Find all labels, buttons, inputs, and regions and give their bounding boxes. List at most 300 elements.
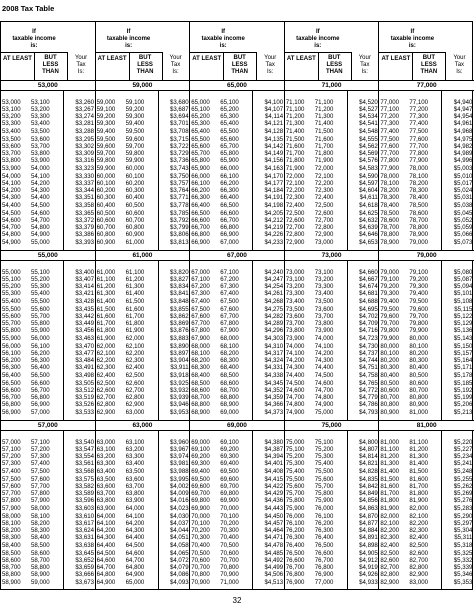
at-least-value: 81,500 [380, 476, 400, 483]
table-row [379, 283, 474, 290]
at-least-value: 53,400 [2, 127, 21, 135]
table-column [379, 22, 474, 589]
tax-value: $4,681 [359, 290, 378, 298]
tax-value: $4,198 [264, 201, 284, 209]
table-row [285, 527, 379, 534]
but-less-than-value: 56,800 [31, 394, 50, 402]
income-block-label: 53,000 [1, 81, 95, 91]
tax-value: $3,820 [169, 269, 189, 276]
at-least-value: 65,700 [191, 150, 210, 158]
table-row [1, 306, 95, 313]
tax-value: $4,835 [359, 476, 378, 483]
at-least-value: 59,500 [96, 136, 116, 143]
table-row [190, 380, 284, 387]
tax-value: $3,463 [75, 334, 94, 342]
tax-value: $4,345 [264, 380, 284, 387]
table-row [1, 210, 95, 217]
at-least-value: 67,700 [191, 320, 210, 328]
but-less-than-value: 72,100 [314, 173, 334, 180]
but-less-than-value: 72,600 [314, 210, 334, 217]
table-row [190, 460, 284, 467]
at-least-value: 64,200 [96, 527, 116, 535]
at-least-value: 70,200 [191, 527, 210, 535]
but-less-than-value: 77,600 [409, 136, 429, 143]
at-least-value: 76,100 [285, 520, 305, 528]
but-less-than-value: 73,500 [314, 297, 334, 305]
table-row [379, 446, 474, 453]
but-less-than-value: 62,000 [125, 334, 145, 342]
tax-value: $4,072 [169, 557, 189, 565]
at-least-value: 78,500 [380, 210, 400, 217]
at-least-value: 72,400 [285, 201, 305, 209]
tax-value: $3,449 [75, 320, 94, 328]
at-least-value: 82,200 [380, 527, 400, 535]
at-least-value: 64,800 [96, 571, 116, 579]
at-least-value: 71,100 [285, 106, 305, 114]
at-least-value: 81,800 [380, 497, 400, 505]
but-less-than-value: 74,000 [314, 334, 334, 342]
page-title: 2008 Tax Table [2, 4, 55, 13]
table-row [285, 120, 379, 127]
tax-value: $4,625 [359, 210, 378, 217]
table-row [285, 387, 379, 394]
but-less-than-value: 61,100 [125, 269, 145, 276]
at-least-value: 58,400 [2, 541, 21, 549]
but-less-than-value: 57,900 [31, 497, 50, 505]
tax-value: $5,171 [453, 364, 473, 372]
tax-value: $4,555 [359, 136, 378, 143]
but-less-than-value: 66,900 [220, 231, 239, 239]
tax-value: $3,827 [169, 276, 189, 284]
at-least-value: 73,200 [285, 283, 305, 291]
but-less-than-value: 63,200 [125, 446, 145, 454]
tax-value: $3,736 [169, 157, 189, 165]
at-least-value: 57,200 [2, 453, 21, 461]
table-row [1, 439, 95, 446]
at-least-value: 75,500 [285, 476, 305, 483]
income-block-rows [285, 99, 379, 246]
but-less-than-value: 57,600 [31, 476, 50, 483]
table-row [190, 520, 284, 527]
but-less-than-value: 66,800 [220, 224, 239, 232]
but-less-than-value: 75,600 [314, 476, 334, 483]
table-row [379, 150, 474, 157]
table-row [379, 231, 474, 238]
tax-value: $4,674 [359, 283, 378, 291]
header-tax-is-text: Is: [172, 68, 179, 75]
but-less-than-value: 77,400 [409, 120, 429, 128]
tax-value: $3,631 [75, 534, 94, 542]
tax-value: $4,359 [264, 394, 284, 402]
at-least-value: 60,700 [96, 224, 116, 232]
but-less-than-value: 64,500 [125, 541, 145, 549]
table-row [190, 187, 284, 194]
at-least-value: 56,000 [2, 343, 21, 350]
but-less-than-value: 55,400 [31, 290, 50, 298]
tax-value: $4,702 [359, 313, 378, 321]
table-row [96, 283, 190, 290]
tax-value: $3,547 [75, 446, 94, 454]
at-least-value: 66,500 [191, 210, 210, 217]
but-less-than-value: 67,500 [220, 297, 239, 305]
at-least-value: 64,900 [96, 578, 116, 586]
at-least-value: 56,600 [2, 387, 21, 395]
table-row [285, 320, 379, 327]
tax-value: $3,813 [169, 238, 189, 246]
table-row [96, 460, 190, 467]
but-less-than-value: 82,000 [409, 504, 429, 512]
table-row [379, 217, 474, 224]
table-row [190, 505, 284, 512]
tax-value: $5,325 [453, 550, 473, 557]
but-less-than-value: 81,200 [409, 446, 429, 454]
table-row [190, 136, 284, 143]
but-less-than-value: 65,700 [220, 143, 239, 151]
at-least-value: 58,800 [2, 571, 21, 579]
income-block-rows [96, 269, 190, 416]
but-less-than-value: 68,900 [220, 401, 239, 409]
at-least-header: AT LEAST [381, 56, 411, 62]
at-least-value: 73,400 [285, 297, 305, 305]
tax-value: $4,814 [359, 453, 378, 461]
tax-value: $3,624 [75, 527, 94, 535]
table-row [285, 143, 379, 150]
but-less-than-value: 54,000 [31, 164, 50, 172]
at-least-value: 79,100 [380, 276, 400, 284]
table-row [190, 483, 284, 490]
but-less-than-value: 56,500 [31, 371, 50, 379]
column-header [96, 22, 190, 81]
table-row [1, 320, 95, 327]
but-less-than-value: 64,600 [125, 550, 145, 557]
table-row [1, 520, 95, 527]
at-least-value: 76,600 [285, 557, 305, 565]
table-row [1, 173, 95, 180]
tax-value: $4,065 [169, 550, 189, 557]
your-tax-is-header [445, 55, 473, 75]
but-less-than-value: 81,700 [409, 483, 429, 491]
table-row [1, 505, 95, 512]
table-row [1, 542, 95, 549]
header-if-text: If [410, 29, 415, 35]
but-less-than-value: 70,600 [220, 550, 239, 557]
tax-value: $3,645 [75, 550, 94, 557]
at-least-value: 62,700 [96, 394, 116, 402]
at-least-value: 55,900 [2, 334, 21, 342]
but-less-than-value: 56,300 [31, 357, 50, 365]
at-least-value: 61,900 [96, 334, 116, 342]
tax-value: $4,891 [359, 534, 378, 542]
at-least-value: 80,300 [380, 364, 400, 372]
but-less-than-value: 65,200 [220, 106, 239, 114]
tax-value: $4,975 [453, 136, 473, 143]
header-taxable-income-text: taxable income [296, 36, 340, 42]
header-your-text: Your [169, 55, 182, 61]
at-least-value: 66,200 [191, 187, 210, 195]
at-least-value: 65,600 [191, 143, 210, 151]
at-least-value: 74,000 [285, 343, 305, 350]
tax-value: $3,596 [75, 497, 94, 505]
header-your-text: Your [264, 55, 277, 61]
tax-value: $4,716 [359, 327, 378, 335]
but-less-than-value: 72,700 [314, 217, 334, 225]
at-least-value: 75,900 [285, 504, 305, 512]
at-least-value: 63,600 [96, 483, 116, 491]
if-taxable-income-label [379, 29, 445, 50]
tax-value: $5,255 [453, 476, 473, 483]
table-row [285, 343, 379, 350]
but-less-than-value: 72,000 [314, 164, 334, 172]
at-least-value: 73,800 [285, 327, 305, 335]
tax-table [0, 21, 473, 590]
but-less-than-value: 69,000 [220, 408, 239, 416]
tax-value: $3,309 [75, 150, 94, 158]
at-least-value: 62,900 [96, 408, 116, 416]
but-less-than-value: 59,400 [125, 120, 145, 128]
but-less-than-value: 62,700 [125, 387, 145, 395]
but-less-than-value: 75,800 [314, 490, 334, 498]
tax-value: $5,115 [454, 306, 473, 313]
at-least-value: 75,100 [285, 446, 305, 454]
table-row [285, 520, 379, 527]
income-block-rows [96, 439, 190, 586]
but-less-than-value: 54,900 [31, 231, 50, 239]
tax-value: $3,603 [75, 504, 94, 512]
at-least-value: 78,300 [380, 194, 400, 202]
at-least-value: 58,700 [2, 564, 21, 572]
at-least-value: 65,000 [191, 99, 210, 106]
tax-value: $4,541 [359, 120, 378, 128]
tax-value: $4,121 [264, 120, 284, 128]
but-less-than-value: 66,500 [220, 201, 239, 209]
tax-value: $3,442 [75, 313, 94, 321]
but-less-than-value: 75,100 [314, 439, 334, 446]
tax-value: $4,968 [453, 127, 473, 135]
at-least-value: 61,300 [96, 290, 116, 298]
at-least-value: 54,400 [2, 201, 21, 209]
tax-value: $3,295 [75, 136, 94, 143]
table-row [190, 239, 284, 246]
tax-value: $5,206 [453, 401, 473, 409]
at-least-value: 59,000 [96, 99, 116, 106]
table-row [96, 557, 190, 564]
at-least-value: 55,800 [2, 327, 21, 335]
at-least-value: 78,000 [380, 173, 400, 180]
table-row [96, 290, 190, 297]
table-row [190, 439, 284, 446]
tax-value: $5,129 [453, 320, 473, 328]
but-less-than-value: 54,100 [31, 173, 50, 180]
tax-value: $4,282 [264, 313, 284, 321]
header-tax-text: Tax [265, 61, 275, 68]
tax-value: $4,590 [359, 173, 378, 180]
tax-value: $3,729 [169, 150, 189, 158]
at-least-value: 65,100 [191, 106, 210, 114]
column-header [190, 22, 284, 81]
tax-value: $4,373 [264, 408, 284, 416]
income-block-rows [1, 439, 95, 586]
at-least-value: 81,200 [380, 453, 400, 461]
tax-value: $4,926 [359, 571, 378, 579]
header-taxable-income-text: taxable income [106, 36, 151, 42]
tax-value: $4,492 [264, 557, 284, 565]
at-least-value: 77,300 [380, 120, 400, 128]
but-less-than-value: 53,200 [31, 106, 50, 114]
at-least-value: 76,900 [285, 578, 305, 586]
at-least-value: 67,000 [191, 269, 210, 276]
at-least-value: 78,600 [380, 217, 400, 225]
at-least-value: 74,800 [285, 401, 305, 409]
tax-value: $3,652 [75, 557, 94, 565]
table-row [190, 350, 284, 357]
table-row [96, 320, 190, 327]
at-least-value: 59,700 [96, 150, 116, 158]
table-row [96, 210, 190, 217]
income-block-rows [190, 269, 284, 416]
tax-value: $5,052 [453, 217, 473, 225]
but-less-than-value: 58,300 [31, 527, 50, 535]
but-less-than-value: 59,800 [125, 150, 145, 158]
at-least-value: 55,600 [2, 313, 21, 321]
tax-value: $3,365 [75, 210, 94, 217]
table-row [190, 394, 284, 401]
but-less-than-value: 60,000 [125, 164, 145, 172]
header-less-text: LESS [421, 62, 437, 68]
but-less-than-value: 66,000 [220, 164, 239, 172]
table-row [285, 157, 379, 164]
tax-value: $4,275 [264, 306, 284, 313]
but-less-than-value: 73,400 [314, 290, 334, 298]
but-less-than-value: 59,900 [125, 157, 145, 165]
table-row [190, 564, 284, 571]
table-row [1, 231, 95, 238]
tax-value: $5,087 [453, 276, 473, 284]
but-less-than-value: 59,700 [125, 143, 145, 151]
but-less-than-value: 73,900 [314, 327, 334, 335]
table-row [190, 231, 284, 238]
table-row [190, 364, 284, 371]
at-least-value: 68,400 [191, 371, 210, 379]
table-row [190, 534, 284, 541]
tax-value: $4,100 [264, 99, 284, 106]
table-row [379, 290, 474, 297]
table-row [285, 283, 379, 290]
tax-value: $3,715 [169, 136, 189, 143]
at-least-header: AT LEAST [3, 56, 32, 62]
at-least-value: 55,000 [2, 269, 21, 276]
tax-value: $4,695 [359, 306, 378, 313]
but-less-than-value: 73,300 [314, 283, 334, 291]
but-less-than-header [34, 55, 67, 76]
table-row [379, 194, 474, 201]
table-row [1, 99, 95, 106]
at-least-value: 81,400 [380, 467, 400, 475]
tax-value: $3,589 [75, 490, 94, 498]
but-less-than-value: 74,200 [314, 350, 334, 358]
but-less-than-value: 78,800 [409, 224, 429, 232]
table-row [285, 335, 379, 342]
table-row [190, 557, 284, 564]
header-but-text: BUT [328, 55, 341, 61]
table-row [190, 157, 284, 164]
table-row [1, 290, 95, 297]
at-least-value: 71,500 [285, 136, 305, 143]
tax-value: $3,981 [169, 460, 189, 468]
at-least-value: 71,200 [285, 113, 305, 121]
at-least-value: 56,100 [2, 350, 21, 358]
table-row [1, 276, 95, 283]
at-least-value: 66,000 [191, 173, 210, 180]
at-least-value: 54,600 [2, 217, 21, 225]
tax-value: $3,743 [169, 164, 189, 172]
but-less-than-value: 69,600 [220, 476, 239, 483]
table-row [1, 313, 95, 320]
tax-value: $3,505 [75, 380, 94, 387]
tax-value: $3,351 [75, 194, 94, 202]
tax-value: $4,009 [169, 490, 189, 498]
at-least-value: 81,600 [380, 483, 400, 491]
at-least-value: 60,400 [96, 201, 116, 209]
table-row [96, 571, 190, 578]
header-if-text: If [126, 29, 131, 35]
table-row [379, 120, 474, 127]
table-row [285, 99, 379, 106]
table-row [285, 150, 379, 157]
table-row [285, 394, 379, 401]
table-row [190, 224, 284, 231]
but-less-than-value: 57,200 [31, 446, 50, 454]
table-row [1, 460, 95, 467]
table-row [379, 143, 474, 150]
tax-value: $4,996 [453, 157, 473, 165]
tax-value: $4,548 [359, 127, 378, 135]
tax-value: $3,687 [169, 106, 189, 114]
but-less-than-value: 58,500 [31, 541, 50, 549]
table-row [190, 150, 284, 157]
tax-value: $3,960 [169, 439, 189, 446]
at-least-value: 74,300 [285, 364, 305, 372]
table-row [1, 446, 95, 453]
at-least-value: 53,800 [2, 157, 21, 165]
table-row [96, 497, 190, 504]
but-less-than-value: 68,100 [220, 343, 239, 350]
table-row [190, 446, 284, 453]
table-row [1, 165, 95, 172]
at-least-value: 73,500 [285, 306, 305, 313]
tax-value: $4,478 [264, 541, 284, 549]
table-row [1, 187, 95, 194]
tax-value: $4,954 [453, 113, 473, 121]
but-less-than-value: 82,200 [409, 520, 429, 528]
tax-value: $3,890 [169, 343, 189, 350]
tax-value: $4,107 [264, 106, 284, 114]
but-less-than-value: 55,100 [31, 269, 50, 276]
tax-value: $5,073 [453, 238, 473, 246]
tax-value: $3,316 [75, 157, 94, 165]
at-least-value: 65,400 [191, 127, 210, 135]
at-least-value: 69,600 [191, 483, 210, 491]
tax-value: $4,142 [264, 143, 284, 151]
but-less-than-value: 82,800 [409, 564, 429, 572]
header-tax-is-text: Is: [456, 68, 463, 75]
tax-value: $4,709 [359, 320, 378, 328]
table-row [96, 231, 190, 238]
tax-value: $4,464 [264, 527, 284, 535]
but-less-than-value: 80,000 [409, 334, 429, 342]
tax-value: $3,876 [169, 327, 189, 335]
at-least-value: 53,200 [2, 113, 21, 121]
but-less-than-value: 75,900 [314, 497, 334, 505]
